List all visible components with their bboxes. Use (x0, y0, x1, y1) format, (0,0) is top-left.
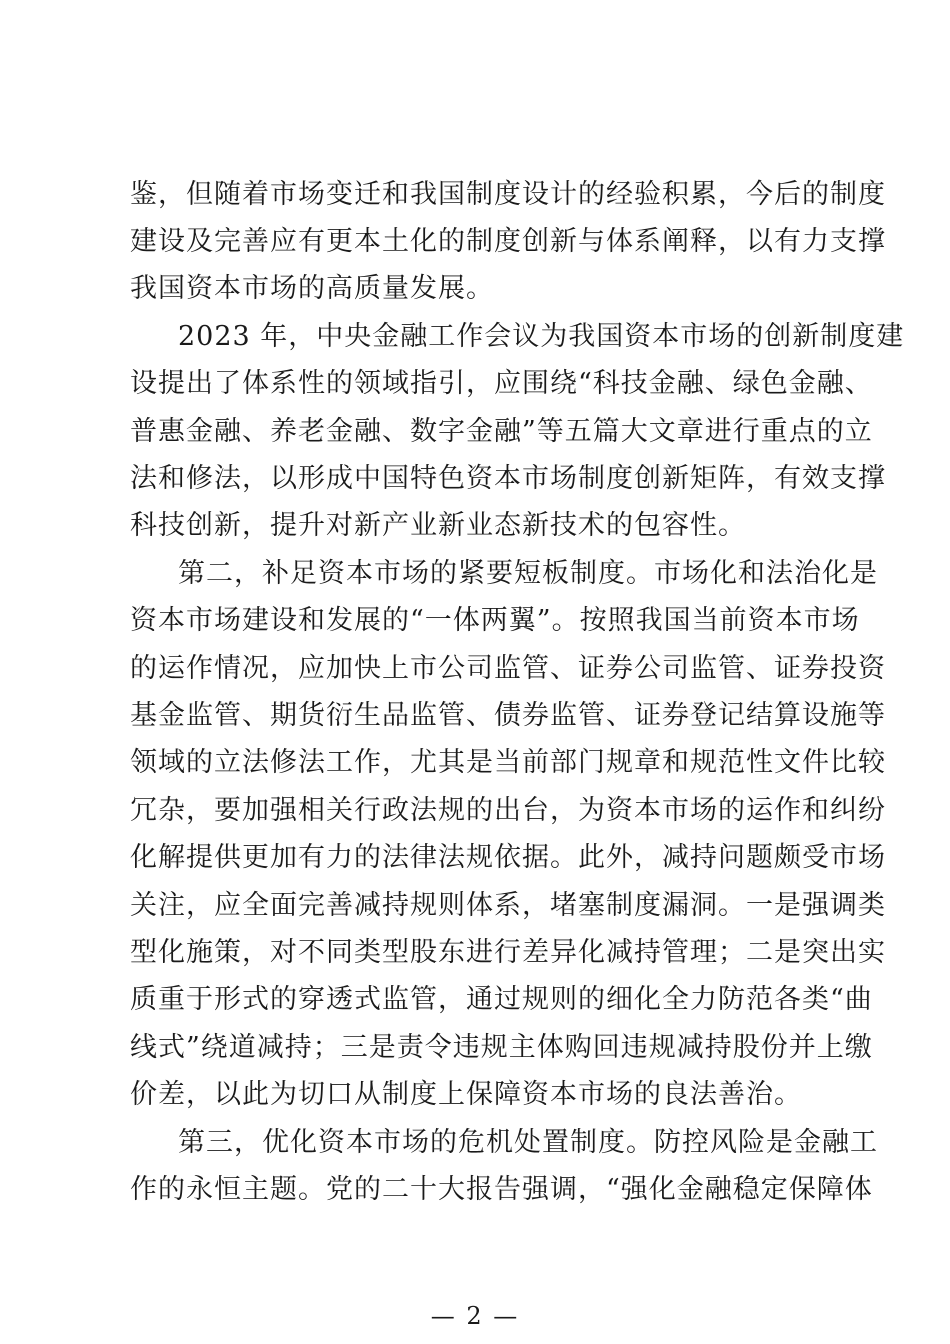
paragraph-1-line-2: 建设及完善应有更本土化的制度创新与体系阐释，以有力支撑 (130, 226, 886, 257)
page-number: — 2 — (430, 1302, 520, 1330)
paragraph-4-line-1: 第三，优化资本市场的危机处置制度。防控风险是金融工 (178, 1127, 878, 1158)
paragraph-2-line-2: 设提出了体系性的领域指引，应围绕“科技金融、绿色金融、 (130, 368, 873, 399)
paragraph-2-line-5: 科技创新，提升对新产业新业态新技术的包容性。 (130, 510, 746, 541)
paragraph-3-line-7: 化解提供更加有力的法律法规依据。此外，减持问题颇受市场 (130, 842, 886, 873)
paragraph-3-line-1: 第二，补足资本市场的紧要短板制度。市场化和法治化是 (178, 558, 878, 589)
paragraph-3-line-6: 冗杂，要加强相关行政法规的出台，为资本市场的运作和纠纷 (130, 795, 886, 826)
paragraph-3-line-2: 资本市场建设和发展的“一体两翼”。按照我国当前资本市场 (130, 605, 860, 636)
paragraph-1-line-3: 我国资本市场的高质量发展。 (130, 273, 494, 304)
paragraph-3-line-5: 领域的立法修法工作，尤其是当前部门规章和规范性文件比较 (130, 747, 886, 778)
paragraph-3-line-8: 关注，应全面完善减持规则体系，堵塞制度漏洞。一是强调类 (130, 890, 886, 921)
paragraph-3-line-11: 线式”绕道减持；三是责令违规主体购回违规减持股份并上缴 (130, 1032, 873, 1063)
paragraph-3-line-10: 质重于形式的穿透式监管，通过规则的细化全力防范各类“曲 (130, 984, 873, 1015)
paragraph-4-line-2: 作的永恒主题。党的二十大报告强调，“强化金融稳定保障体 (130, 1174, 873, 1205)
paragraph-2-line-3: 普惠金融、养老金融、数字金融”等五篇大文章进行重点的立 (130, 416, 873, 447)
paragraph-1-line-1: 鉴，但随着市场变迁和我国制度设计的经验积累，今后的制度 (130, 179, 886, 210)
paragraph-2-line-1: 2023 年，中央金融工作会议为我国资本市场的创新制度建 (178, 321, 905, 352)
paragraph-3-line-3: 的运作情况，应加快上市公司监管、证券公司监管、证券投资 (130, 653, 886, 684)
paragraph-3-line-9: 型化施策，对不同类型股东进行差异化减持管理；二是突出实 (130, 937, 886, 968)
paragraph-2-line-4: 法和修法，以形成中国特色资本市场制度创新矩阵，有效支撑 (130, 463, 886, 494)
paragraph-3-line-4: 基金监管、期货衍生品监管、债券监管、证券登记结算设施等 (130, 700, 886, 731)
paragraph-3-line-12: 价差，以此为切口从制度上保障资本市场的良法善治。 (130, 1079, 802, 1110)
